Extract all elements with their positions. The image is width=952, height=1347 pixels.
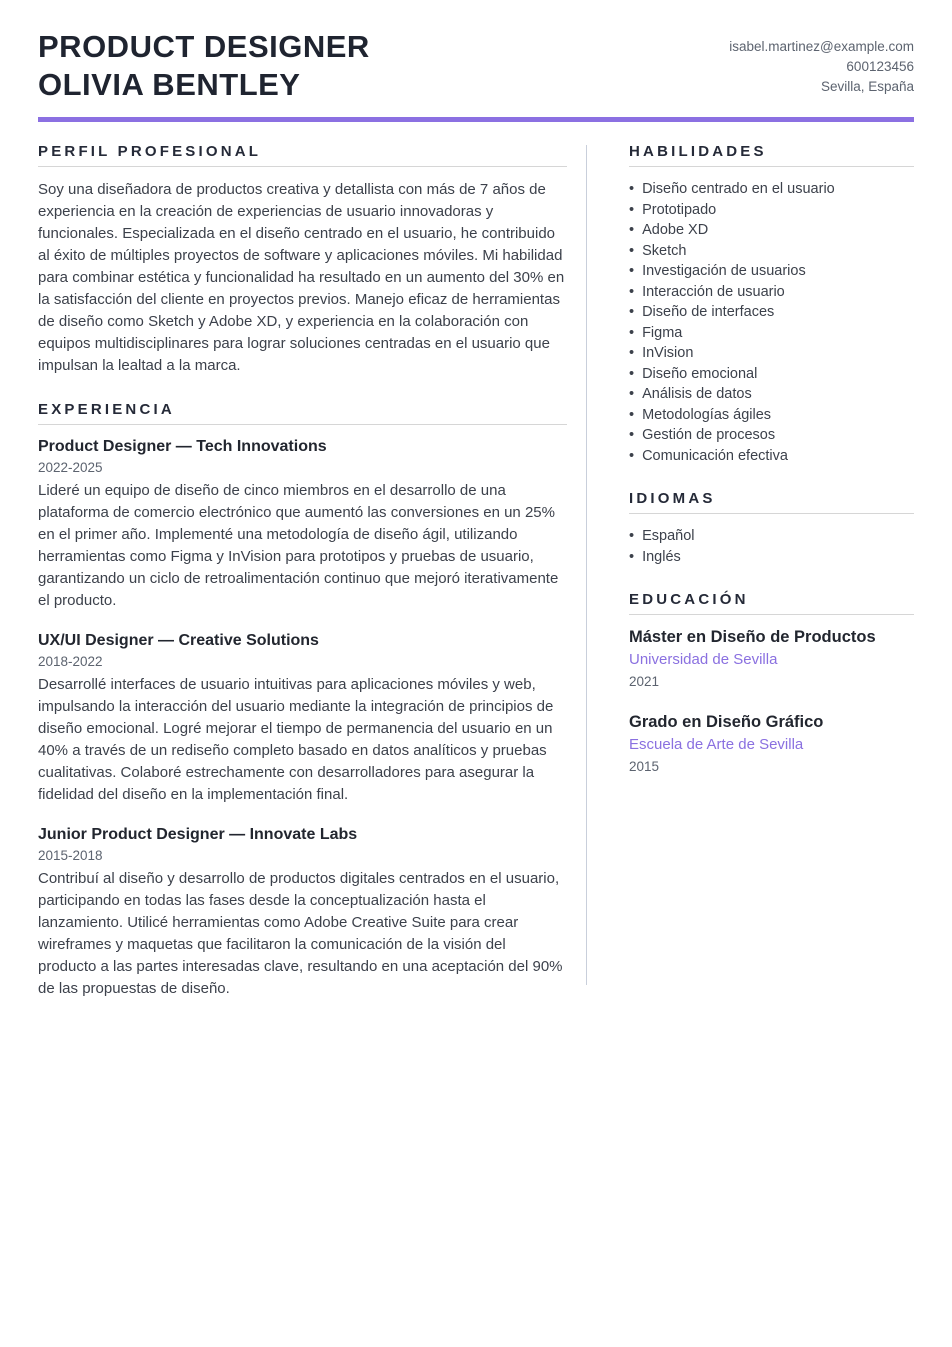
job-description: Desarrollé interfaces de usuario intuitivas para aplicaciones móviles y web, impulsando la interacción del usuario mediante la integración de principios de diseño emocional. Logré mejorar el tiempo de permanencia del usuario en un 40% a través de un rediseño completo basado en datos analíticos y pruebas cualitativas. Colaboré estrechamente con desarrolladores para asegurar la fidelidad del diseño en la implementación final.: [38, 676, 554, 803]
skill-item: [629, 446, 914, 467]
skill-label: Adobe XD: [642, 222, 709, 238]
skill-label: Comunicación efectiva: [642, 447, 788, 464]
experience-entry: [38, 437, 567, 612]
bullet-glyph: •: [629, 201, 635, 218]
job-description: Lideré un equipo de diseño de cinco miembros en el desarrollo de una plataforma de comercio electrónico que aumentó las conversiones en un 25% en el primer año. Implementé una metodología de diseño ágil, utilizando herramientas como Figma y InVision para prototipos y pruebas de usuario, garantizando un ciclo de retroalimentación continuo que mejoró iterativamente el producto.: [38, 482, 559, 609]
job-dates: 2018-2022: [38, 654, 103, 669]
languages-list: [629, 526, 914, 567]
education-school-link[interactable]: Universidad de Sevilla: [629, 651, 778, 668]
title-name: OLIVIA BENTLEY: [38, 67, 301, 102]
skill-item: [629, 261, 914, 282]
job-dates: 2022-2025: [38, 460, 103, 475]
language-label: Inglés: [642, 548, 681, 565]
bullet-glyph: •: [629, 365, 635, 382]
contact-block: [729, 28, 914, 97]
experience-list: [38, 437, 567, 1000]
skill-item: [629, 302, 914, 323]
section-languages: [629, 490, 914, 567]
education-entry: [629, 627, 914, 690]
bullet-glyph: •: [629, 324, 635, 341]
skill-item: [629, 384, 914, 405]
contact-email: isabel.martinez@example.com: [729, 39, 914, 54]
skill-item: [629, 343, 914, 364]
skill-item: [629, 200, 914, 221]
profile-heading: PERFIL PROFESIONAL: [38, 143, 567, 167]
bullet-glyph: •: [629, 283, 635, 300]
bullet-glyph: •: [629, 427, 635, 443]
skill-item: [629, 323, 914, 344]
skill-label: Diseño de interfaces: [642, 304, 775, 320]
section-experience: [38, 401, 567, 1000]
job-dates: 2015-2018: [38, 848, 103, 863]
experience-entry: [38, 825, 567, 1000]
skill-item: [629, 220, 914, 241]
bullet-glyph: •: [629, 181, 635, 197]
skill-item: [629, 425, 914, 446]
skill-label: Sketch: [642, 242, 687, 259]
bullet-glyph: •: [629, 406, 635, 423]
job-description: Contribuí al diseño y desarrollo de productos digitales centrados en el usuario, participando en todas las fases desde la conceptualización hasta el lanzamiento. Utilicé herramientas como Adobe Creative Suite para crear wireframes y maquetas que facilitaron la comunicación de la visión del producto a las partes interesadas clave, resultando en una aceptación del 90% de las propuestas de diseño.: [38, 870, 563, 997]
languages-heading: IDIOMAS: [629, 490, 914, 514]
education-year: 2021: [629, 674, 660, 689]
contact-location: Sevilla, España: [820, 79, 914, 94]
bullet-glyph: •: [629, 242, 635, 259]
bullet-glyph: •: [629, 447, 635, 464]
language-item: [629, 526, 914, 547]
bullet-glyph: •: [629, 222, 635, 238]
job-title: Product Designer — Tech Innovations: [38, 438, 327, 455]
left-column: [38, 143, 567, 1024]
job-title: Junior Product Designer — Innovate Labs: [38, 826, 358, 843]
skill-label: Prototipado: [642, 201, 717, 218]
bullet-glyph: •: [629, 548, 635, 565]
column-divider: [586, 145, 587, 985]
skill-label: InVision: [642, 345, 694, 361]
education-school-link[interactable]: Escuela de Arte de Sevilla: [629, 736, 804, 753]
education-list: [629, 627, 914, 775]
skill-item: [629, 179, 914, 200]
accent-divider: [38, 117, 914, 122]
section-skills: [629, 143, 914, 466]
skill-label: Metodologías ágiles: [642, 406, 772, 423]
content-columns: [38, 143, 914, 1024]
job-title: UX/UI Designer — Creative Solutions: [38, 632, 319, 649]
bullet-glyph: •: [629, 345, 635, 361]
language-label: Español: [642, 528, 695, 544]
skill-label: Interacción de usuario: [642, 283, 785, 300]
skill-label: Análisis de datos: [642, 386, 752, 402]
bullet-glyph: •: [629, 304, 635, 320]
right-column: [629, 143, 914, 1024]
skills-list: [629, 179, 914, 466]
section-profile: [38, 143, 567, 377]
education-degree: Máster en Diseño de Productos: [629, 628, 876, 646]
language-item: [629, 547, 914, 568]
skill-item: [629, 405, 914, 426]
profile-text: Soy una diseñadora de productos creativa y detallista con más de 7 años de experiencia en la creación de experiencias de usuario innovadoras y funcionales. Especializada en el diseño centrado en el usuario, he contribuido al éxito de múltiples proyectos de software y aplicaciones móviles. Mi habilidad para combinar estética y funcionalidad ha resultado en un aumento del 30% en la satisfacción del cliente en proyectos previos. Manejo eficaz de herramientas de diseño como Sketch y Adobe XD, y experiencia en la colaboración con equipos multidisciplinares para lograr soluciones centradas en el usuario que impulsan la lealtad a la marca.: [38, 181, 565, 374]
skill-label: Gestión de procesos: [642, 427, 776, 443]
skills-heading: HABILIDADES: [629, 143, 914, 167]
experience-entry: [38, 631, 567, 806]
skill-label: Figma: [642, 324, 683, 341]
bullet-glyph: •: [629, 528, 635, 544]
bullet-glyph: •: [629, 263, 635, 279]
skill-item: [629, 364, 914, 385]
header: [38, 28, 914, 104]
skill-item: [629, 241, 914, 262]
education-degree: Grado en Diseño Gráfico: [629, 713, 824, 731]
education-heading: EDUCACIÓN: [629, 591, 914, 615]
skill-label: Diseño emocional: [642, 365, 758, 382]
contact-phone: 600123456: [846, 59, 914, 74]
skill-label: Investigación de usuarios: [642, 263, 806, 279]
education-entry: [629, 712, 914, 775]
section-education: [629, 591, 914, 775]
page-title: [38, 28, 370, 104]
experience-heading: EXPERIENCIA: [38, 401, 567, 425]
title-role: PRODUCT DESIGNER: [38, 29, 370, 64]
bullet-glyph: •: [629, 386, 635, 402]
skill-item: [629, 282, 914, 303]
education-year: 2015: [629, 759, 660, 774]
skill-label: Diseño centrado en el usuario: [642, 181, 835, 197]
